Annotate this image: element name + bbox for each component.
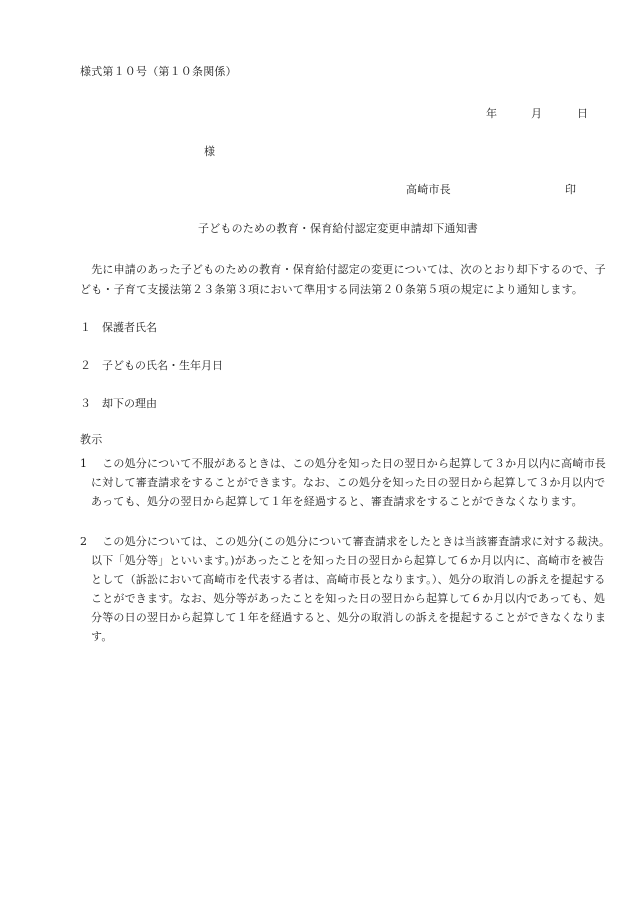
- addressee-honorific: 様: [204, 145, 216, 158]
- notice-item-text: この処分について不服があるときは、この処分を知った日の翌日から起算して３か月以内に高崎市長に対して審査請求をすることができます。なお、この処分を知った日の翌日から起算して３か月以内であっても、処分の翌日から起算して１年を経過すると、審査請求をすることができなくなります。: [91, 457, 606, 508]
- date-month-label: 月: [531, 107, 543, 120]
- item-label: 却下の理由: [102, 397, 157, 410]
- item-guardian-name: [80, 322, 157, 333]
- seal-mark: 印: [565, 183, 577, 196]
- notice-item: [80, 532, 612, 646]
- issuer-name: 高崎市長: [406, 183, 451, 196]
- item-child-name-birthdate: [80, 360, 223, 371]
- item-label: 保護者氏名: [102, 321, 157, 334]
- body-paragraph: 先に申請のあった子どものための教育・保育給付認定の変更については、次のとおり却下するので、子ども・子育て支援法第２３条第３項において準用する同法第２０条第５項の規定により通知します。: [80, 263, 606, 296]
- item-number: １: [80, 321, 91, 334]
- document-title: 子どものための教育・保育給付認定変更申請却下通知書: [198, 222, 478, 235]
- item-number: ２: [80, 359, 91, 372]
- item-label: 子どもの氏名・生年月日: [102, 359, 223, 372]
- notice-item: [80, 454, 612, 511]
- item-number: ３: [80, 397, 91, 410]
- date-day-label: 日: [577, 107, 589, 120]
- notice-heading: 教示: [80, 433, 103, 446]
- form-number: 様式第１０号（第１０条関係）: [80, 65, 237, 78]
- item-rejection-reason: [80, 398, 157, 409]
- date-year-label: 年: [486, 107, 498, 120]
- notice-item-text: この処分については、この処分(この処分について審査請求をしたときは当該審査請求に対する裁決。以下「処分等」といいます。)があったことを知った日の翌日から起算して６か月以内に、高崎市を被告として（訴訟において高崎市を代表する者は、高崎市長となります。）、処分の取消しの訴えを提起することができます。なお、処分等があったことを知った日の翌日から起算して６か月以内であっても、処分等の日の翌日から起算して１年を経過すると、処分の取消しの訴えを提起することができなくなります。: [91, 535, 611, 643]
- notice-item-number: 1: [80, 457, 88, 470]
- notice-item-number: 2: [80, 535, 88, 548]
